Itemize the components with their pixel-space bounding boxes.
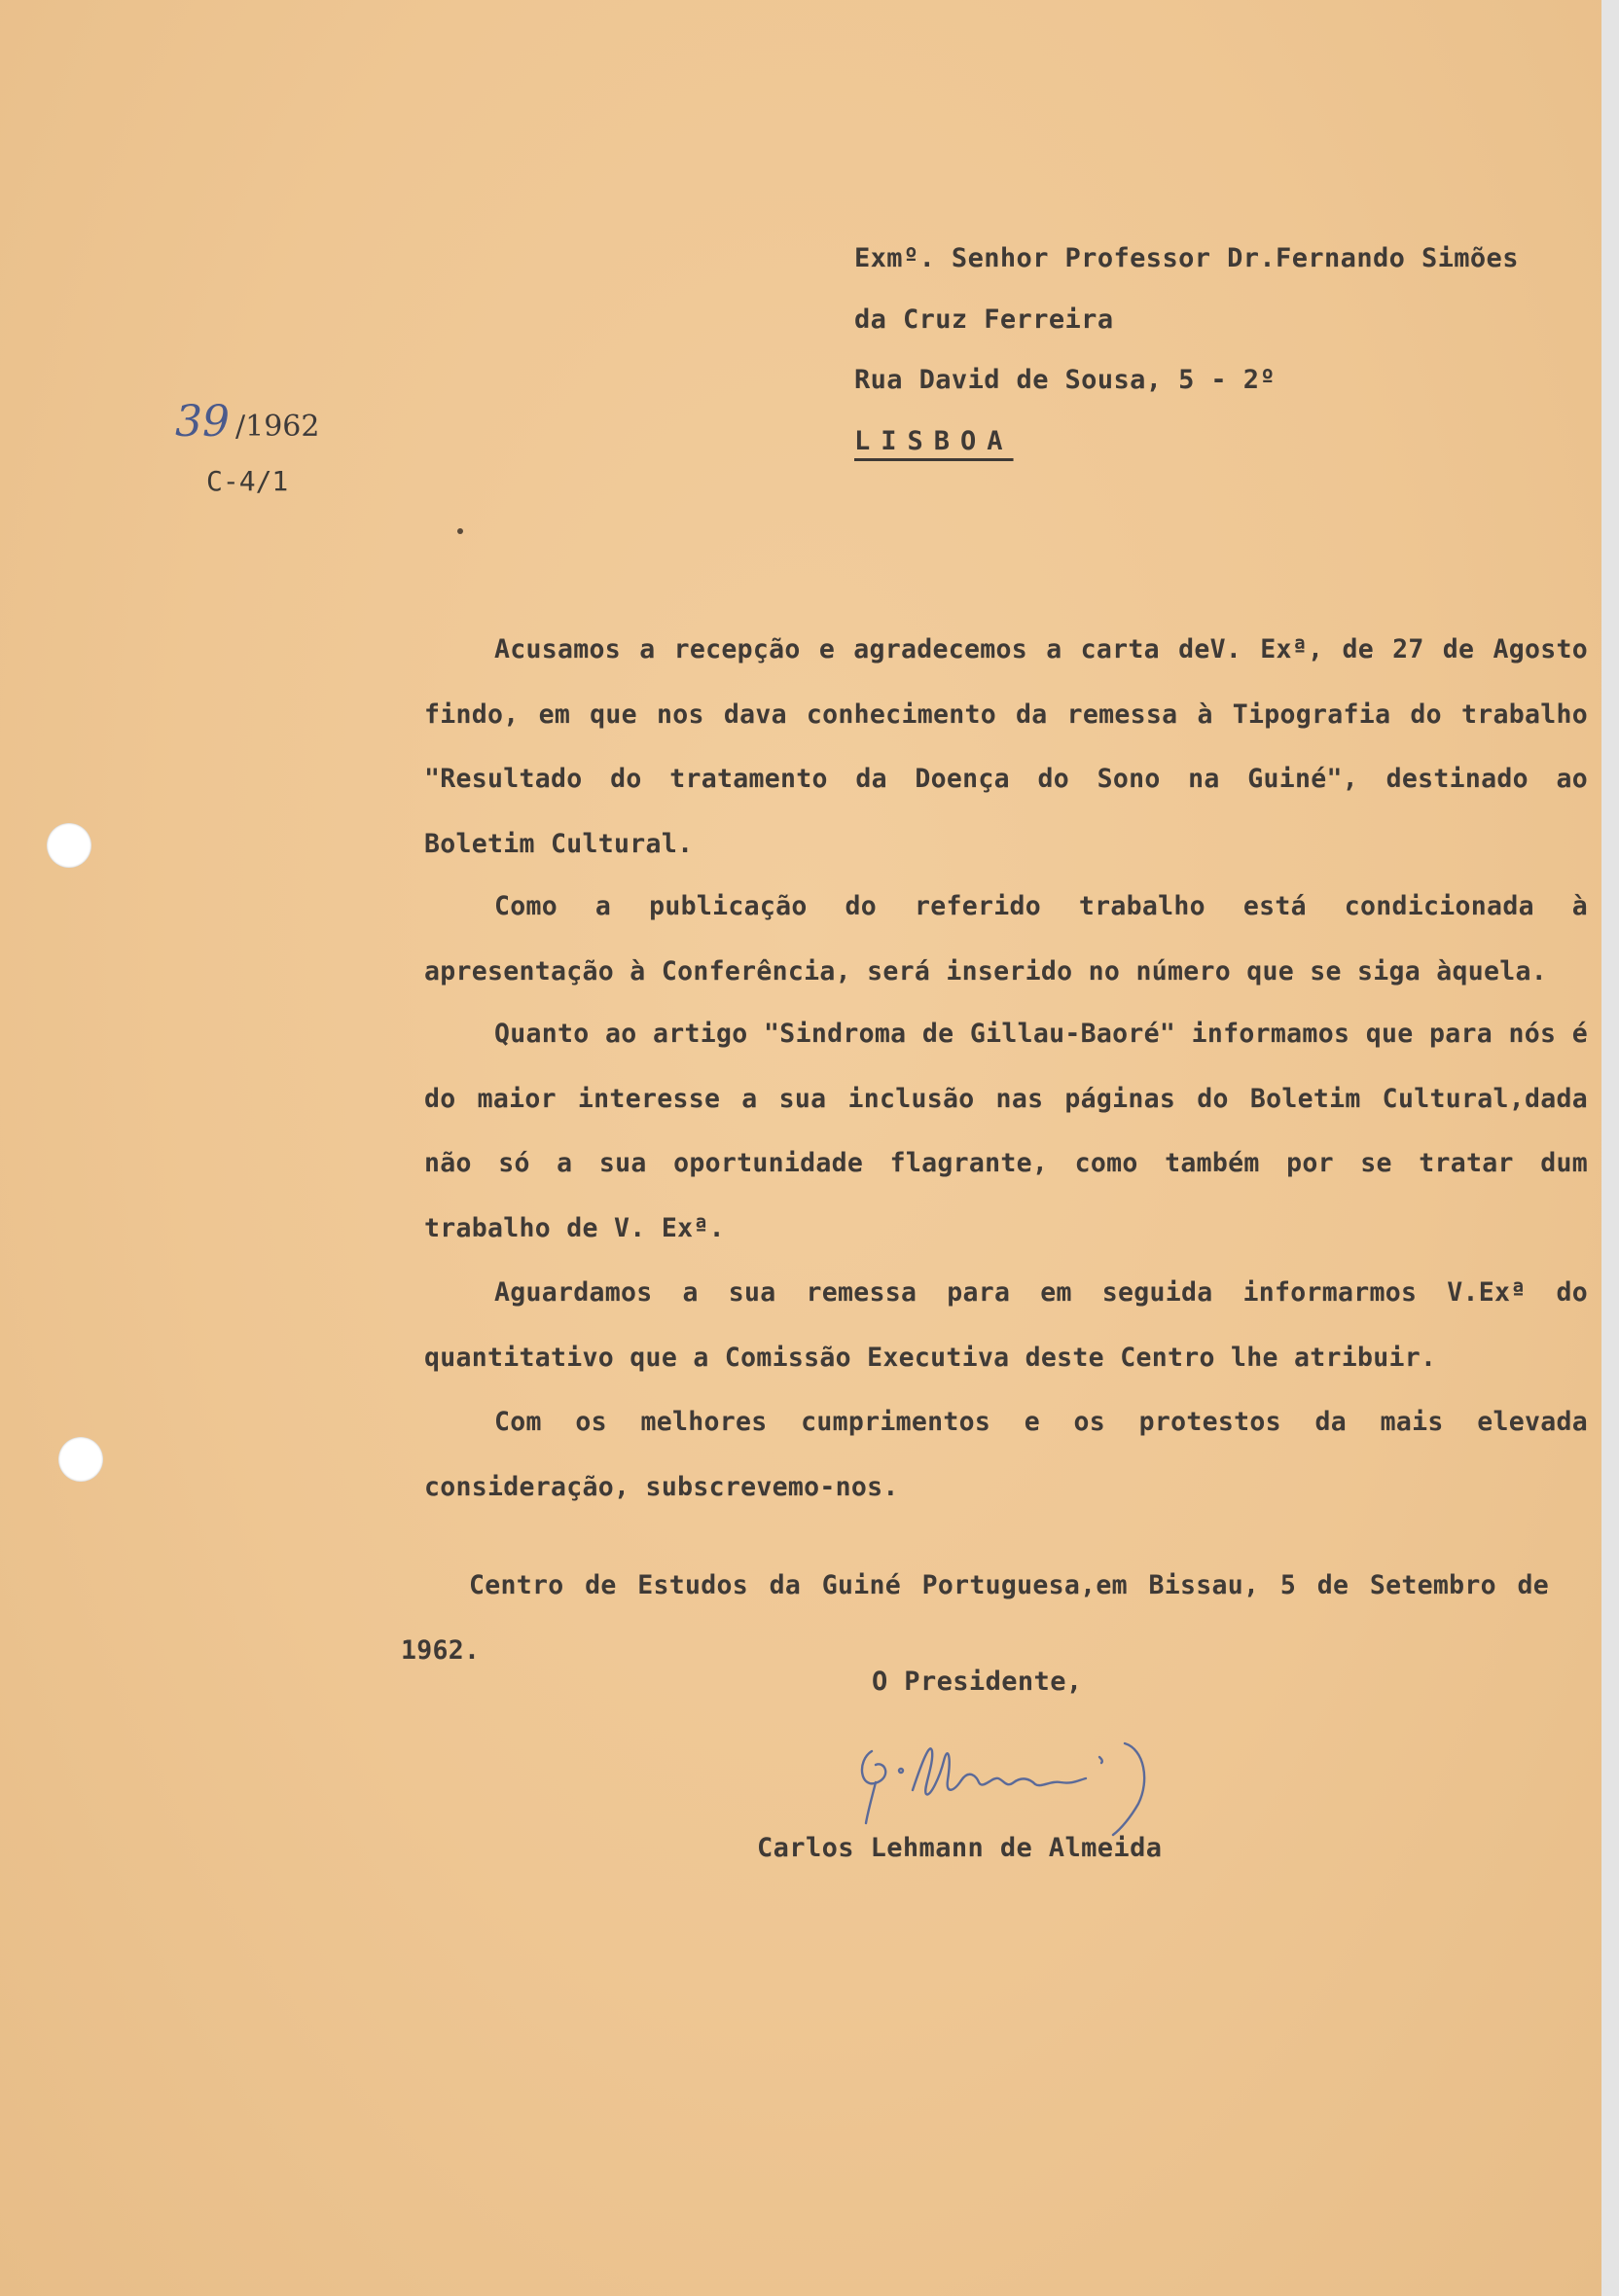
paragraph-5: Com os melhores cumprimentos e os protestos da mais elevada consideração, subscrevemo-nos. — [424, 1407, 1588, 1502]
scan-edge — [1601, 0, 1619, 2296]
place-and-date: Centro de Estudos da Guiné Portuguesa,em Bissau, 5 de Setembro de 1962. — [401, 1570, 1549, 1666]
address-line-3: Rua David de Sousa, 5 - 2º — [854, 365, 1277, 395]
signatory-name: Carlos Lehmann de Almeida — [757, 1833, 1163, 1863]
paragraph-1: Acusamos a recepção e agradecemos a carta deV. Exª, de 27 de Agosto findo, em que nos dava conhecimento da remessa à Tipografia do trabalho "Resultado do tratamento da Doença do Sono na Guiné", destinado ao Boletim Cultural. — [424, 634, 1588, 859]
ink-dot — [457, 528, 463, 534]
address-line-1: Exmº. Senhor Professor Dr.Fernando Simões — [854, 243, 1519, 273]
binder-hole-bottom — [58, 1437, 103, 1482]
paragraph-2: Como a publicação do referido trabalho está condicionada à apresentação à Conferência, será inserido no número que se siga àquela. — [424, 891, 1588, 987]
closing-title: O Presidente, — [872, 1667, 1083, 1697]
reference-code: C-4/1 — [206, 465, 289, 497]
address-line-2: da Cruz Ferreira — [854, 305, 1114, 335]
handwritten-signature — [846, 1722, 1236, 1848]
reference-number-handwritten: 39 — [175, 397, 230, 447]
address-city: LISBOA — [854, 426, 1014, 456]
reference-year: /1962 — [235, 410, 320, 444]
binder-hole-top — [47, 823, 91, 868]
paragraph-3: Quanto ao artigo "Sindroma de Gillau-Baoré" informamos que para nós é do maior interesse a sua inclusão nas páginas do Boletim Cultural,dada não só a sua oportunidade flagrante, como também por se tratar dum trabalho de V. Exª. — [424, 1019, 1588, 1243]
paragraph-4: Aguardamos a sua remessa para em seguida informarmos V.Exª do quantitativo que a Comissão Executiva deste Centro lhe atribuir. — [424, 1277, 1588, 1373]
reference-number — [175, 397, 319, 447]
